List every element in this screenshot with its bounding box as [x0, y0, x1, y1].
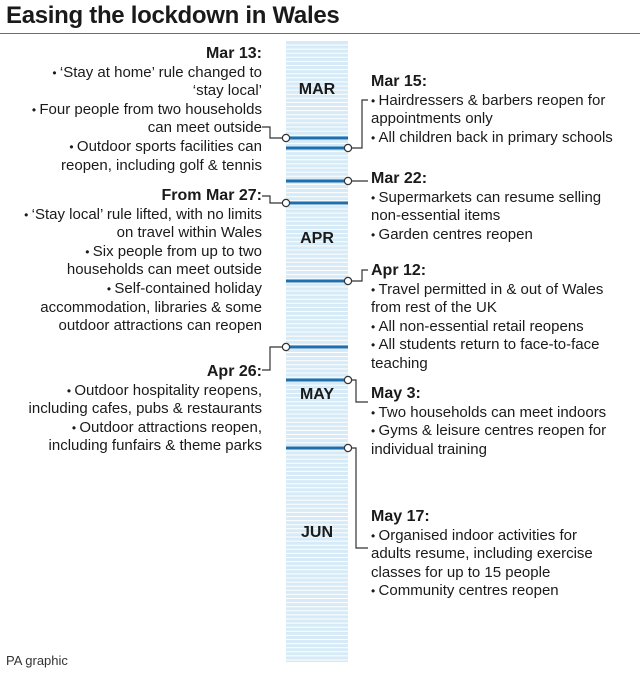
event-from-mar-27: [22, 187, 262, 336]
marker-may-17-connector: [348, 448, 368, 548]
event-may-17: [371, 508, 621, 601]
event-date: Mar 15:: [371, 73, 428, 90]
event-date: Mar 13:: [205, 45, 262, 62]
event-item: • Self-contained holiday accommodation, libraries & some outdoor attractions can reopen: [22, 280, 262, 336]
marker-may-3-dot: [344, 376, 351, 383]
event-item: • Travel permitted in & out of Wales from rest of the UK: [371, 281, 621, 318]
event-item: • Six people from up to two households can meet outside: [22, 243, 262, 280]
event-apr-12: [371, 262, 621, 374]
event-item: • Supermarkets can resume selling non-essential items: [371, 189, 621, 226]
event-item: • Gyms & leisure centres reopen for individual training: [371, 422, 621, 459]
event-item: • All students return to face-to-face teaching: [371, 336, 621, 373]
source-credit: PA graphic: [6, 653, 68, 668]
event-date: May 17:: [371, 508, 430, 525]
event-mar-22: [371, 170, 621, 244]
marker-mar-22-dot: [344, 177, 351, 184]
event-item: • Two households can meet indoors: [371, 404, 621, 423]
month-label-may: MAY: [299, 386, 335, 403]
marker-may-17-dot: [344, 444, 351, 451]
marker-may-3-connector: [348, 380, 368, 402]
event-mar-15: [371, 73, 621, 147]
event-item: • Organised indoor activities for adults resume, including exercise classes for up to 15 people: [371, 527, 621, 583]
event-item: • Outdoor hospitality reopens, including cafes, pubs & restaurants: [22, 382, 262, 419]
event-date: Apr 12:: [371, 262, 427, 279]
marker-mar-15-connector: [348, 100, 368, 148]
marker-apr-12-dot: [344, 277, 351, 284]
event-item: • Hairdressers & barbers reopen for appointments only: [371, 92, 621, 129]
event-mar-13: [22, 45, 262, 175]
event-item: • Outdoor attractions reopen, including funfairs & theme parks: [22, 419, 262, 456]
event-date: From Mar 27:: [161, 187, 262, 204]
month-label-apr: APR: [300, 230, 334, 247]
page-title: Easing the lockdown in Wales: [6, 2, 340, 29]
event-item: • Garden centres reopen: [371, 226, 621, 245]
marker-mar-27-dot: [282, 199, 289, 206]
event-may-3: [371, 385, 621, 459]
event-item: • All non-essential retail reopens: [371, 318, 621, 337]
event-item: • All children back in primary schools: [371, 129, 621, 148]
month-label-mar: MAR: [298, 81, 336, 98]
marker-apr-26-dot: [282, 343, 289, 350]
event-item: • Outdoor sports facilities can reopen, including golf & tennis: [22, 138, 262, 175]
event-date: May 3:: [371, 385, 421, 402]
marker-mar-15-dot: [344, 144, 351, 151]
marker-apr-26-connector: [262, 347, 286, 370]
event-item: • Four people from two households can meet outside: [22, 101, 262, 138]
timeline-bar: [286, 41, 348, 662]
marker-mar-13-dot: [282, 134, 289, 141]
event-item: • ‘Stay local’ rule lifted, with no limits on travel within Wales: [22, 206, 262, 243]
event-apr-26: [22, 363, 262, 456]
event-date: Mar 22:: [371, 170, 428, 187]
event-date: Apr 26:: [206, 363, 262, 380]
event-item: • Community centres reopen: [371, 582, 621, 601]
event-item: • ‘Stay at home’ rule changed to ‘stay local’: [22, 64, 262, 101]
month-label-jun: JUN: [300, 524, 333, 541]
